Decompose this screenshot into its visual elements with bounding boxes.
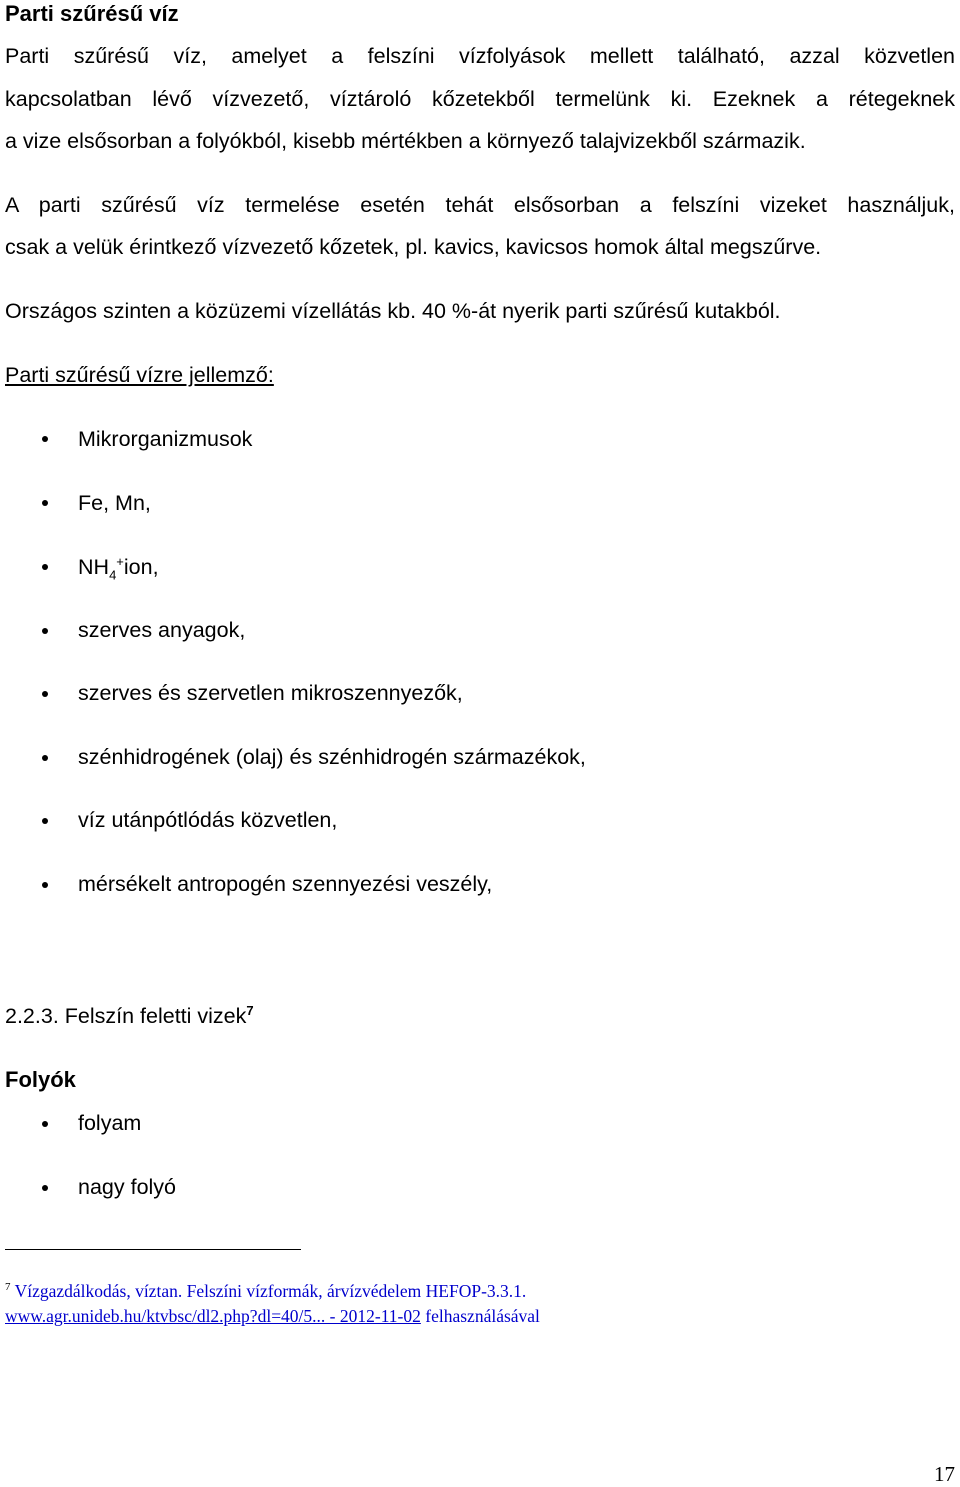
list-item-text: mérsékelt antropogén szennyezési veszély, [78,872,493,896]
bullet-icon [42,818,48,824]
bullet-icon [42,436,48,442]
paragraph-2-line-2: csak a velük érintkező vízvezető kőzetek, pl. kavics, kavicsos homok által megszűrve. [5,235,822,259]
bullet-icon [42,500,48,506]
list-item-text: folyam [78,1111,142,1135]
bullet-icon [42,691,48,697]
list-item-text: nagy folyó [78,1175,177,1199]
subsection-title: 2.2.3. Felszín feletti vizek [5,1004,247,1028]
rivers-heading: Folyók [5,1067,76,1092]
nh-text: NH [78,555,110,579]
paragraph-3: Országos szinten a közüzemi vízellátás kb. 40 %-át nyerik parti szűrésű kutakból. [5,299,781,323]
bullet-icon [42,1121,48,1127]
bullet-icon [42,755,48,761]
list-item-text: víz utánpótlódás közvetlen, [78,808,338,832]
paragraph-1-line-3: a vize elsősorban a folyókból, kisebb mértékben a környező talajvizekből származik. [5,129,806,153]
paragraph-1-line-1: Parti szűrésű víz, amelyet a felszíni vízfolyások mellett található, azzal közvetlen [5,44,955,68]
bullet-icon [42,628,48,634]
nh4-subscript: 4 [109,567,117,583]
paragraph-1-line-2: kapcsolatban lévő vízvezető, víztároló kőzetekből termelünk ki. Ezeknek a rétegeknek [5,87,955,111]
list-item-text: szerves anyagok, [78,618,246,642]
characteristics-label: Parti szűrésű vízre jellemző: [5,363,274,387]
bullet-icon [42,564,48,570]
page-number: 17 [934,1462,955,1486]
footnote-suffix: felhasználásával [420,1306,540,1326]
footnote-separator [5,1249,301,1250]
footnote-link[interactable]: www.agr.unideb.hu/ktvbsc/dl2.php?dl=40/5... - 2012-11-02 [5,1306,421,1326]
paragraph-2-line-1: A parti szűrésű víz termelése esetén tehát elsősorban a felszíni vizeket használjuk, [5,193,955,217]
list-item-text [78,553,159,583]
bullet-icon [42,1185,48,1191]
footnote-mark: 7 [5,1281,11,1294]
footnote-line-1 [5,1281,526,1301]
footnote-text: Vízgazdálkodás, víztan. Felszíni vízformák, árvízvédelem HEFOP-3.3.1. [14,1281,527,1301]
list-item-text: Mikrorganizmusok [78,427,253,451]
list-item-text: szerves és szervetlen mikroszennyezők, [78,681,463,705]
bullet-icon [42,882,48,888]
list-item-text: szénhidrogének (olaj) és szénhidrogén származékok, [78,745,586,769]
subsection-footnote-ref: 7 [246,1002,254,1018]
list-item-text: Fe, Mn, [78,491,151,515]
footnote-line-2 [5,1306,540,1326]
subsection-heading [5,1003,254,1029]
section-title: Parti szűrésű víz [5,1,179,26]
nh4-suffix: ion, [123,555,159,579]
nh4-superscript: + [116,553,124,569]
